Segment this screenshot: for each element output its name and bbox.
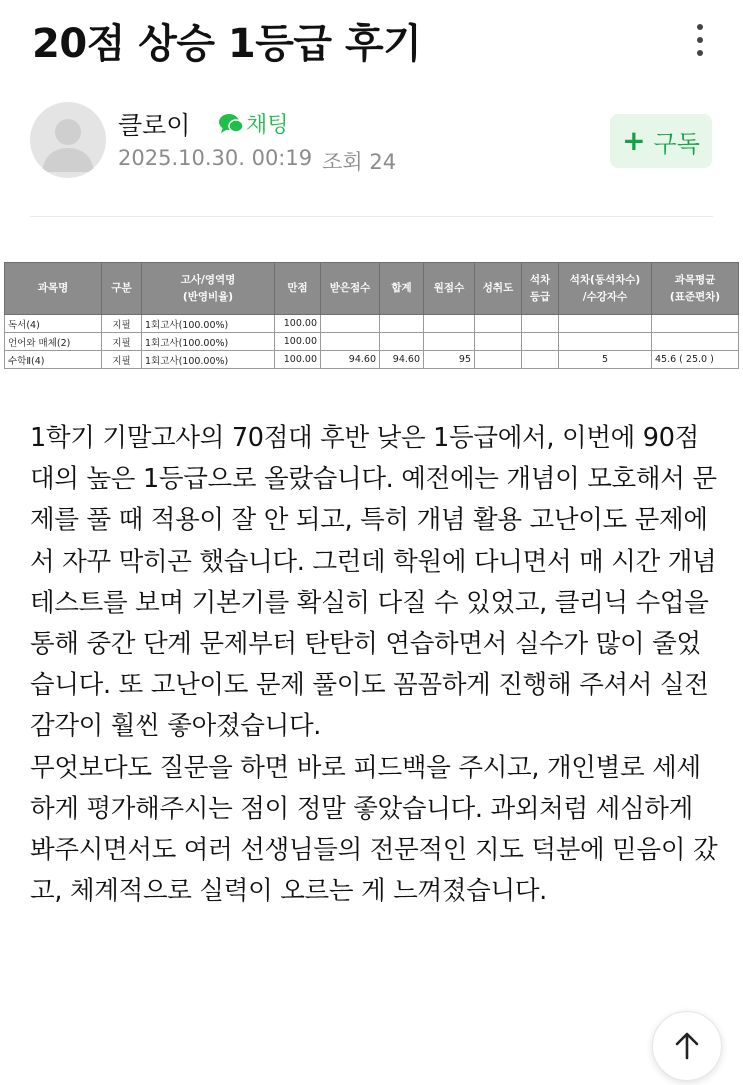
author-avatar[interactable] xyxy=(30,102,106,178)
table-cell xyxy=(522,333,559,351)
post-content xyxy=(30,418,720,912)
table-cell xyxy=(475,315,522,333)
subscribe-label: 구독 xyxy=(653,129,700,158)
table-row xyxy=(5,315,739,333)
table-cell xyxy=(475,333,522,351)
table-cell xyxy=(475,351,522,369)
table-cell xyxy=(321,315,380,333)
table-cell: 100.00 xyxy=(275,315,321,333)
post-title: 20점 상승 1등급 후기 xyxy=(32,21,422,67)
table-cell xyxy=(380,333,424,351)
table-cell: 지필 xyxy=(102,315,142,333)
chat-label: 채팅 xyxy=(246,113,289,138)
table-cell xyxy=(424,333,475,351)
table-cell xyxy=(321,333,380,351)
table-cell xyxy=(559,315,652,333)
table-header: 원점수 xyxy=(424,263,475,315)
table-header: 합계 xyxy=(380,263,424,315)
more-vertical-icon xyxy=(697,24,703,30)
table-cell: 100.00 xyxy=(275,351,321,369)
post-meta xyxy=(118,146,396,176)
default-avatar-icon xyxy=(30,102,106,178)
table-cell: 94.60 xyxy=(321,351,380,369)
table-header: 받은점수 xyxy=(321,263,380,315)
table-header: 성취도 xyxy=(475,263,522,315)
table-cell xyxy=(424,315,475,333)
table-cell: 1회고사(100.00%) xyxy=(142,315,275,333)
chat-bubble-icon xyxy=(218,113,244,135)
table-header: 만점 xyxy=(275,263,321,315)
table-cell: 1회고사(100.00%) xyxy=(142,333,275,351)
table-cell xyxy=(652,333,739,351)
table-cell xyxy=(380,315,424,333)
table-cell: 1회고사(100.00%) xyxy=(142,351,275,369)
table-header: 과목명 xyxy=(5,263,102,315)
table-header: 과목평균 (표준편차) xyxy=(652,263,739,315)
grade-table-header-row xyxy=(5,263,739,315)
header-divider xyxy=(30,216,713,217)
table-cell xyxy=(522,315,559,333)
post-views: 조회 24 xyxy=(322,150,397,174)
table-cell: 5 xyxy=(559,351,652,369)
table-cell: 지필 xyxy=(102,333,142,351)
table-cell xyxy=(559,333,652,351)
table-header: 구분 xyxy=(102,263,142,315)
table-cell: 95 xyxy=(424,351,475,369)
table-cell: 독서(4) xyxy=(5,315,102,333)
table-cell: 수학Ⅱ(4) xyxy=(5,351,102,369)
table-cell: 100.00 xyxy=(275,333,321,351)
table-cell xyxy=(652,315,739,333)
table-header: 석차(동석차수) /수강자수 xyxy=(559,263,652,315)
table-cell: 45.6 ( 25.0 ) xyxy=(652,351,739,369)
plus-icon: + xyxy=(622,124,646,157)
chat-link[interactable] xyxy=(218,108,289,139)
author-name[interactable]: 클로이 xyxy=(118,111,191,140)
content-paragraph: 1학기 기말고사의 70점대 후반 낮은 1등급에서, 이번에 90점대의 높은 1등급으로 올랐습니다. 예전에는 개념이 모호해서 문제를 풀 때 적용이 잘 안 되고, 특히 개념 활용 고난이도 문제에서 자꾸 막히곤 했습니다. 그런데 학원에 다니면서 매 시간 개념 테스트를 보며 기본기를 확실히 다질 수 있었고, 클리닉 수업을 통해 중간 단계 문제부터 탄탄히 연습하면서 실수가 많이 줄었습니다. 또 고난이도 문제 풀이도 꼼꼼하게 진행해 주셔서 실전 감각이 훨씬 좋아졌습니다. xyxy=(30,423,717,742)
table-header: 석차 등급 xyxy=(522,263,559,315)
grade-table xyxy=(4,262,739,369)
table-row xyxy=(5,333,739,351)
table-cell: 94.60 xyxy=(380,351,424,369)
arrow-up-icon xyxy=(671,1030,703,1062)
table-cell: 언어와 매체(2) xyxy=(5,333,102,351)
table-cell: 지필 xyxy=(102,351,142,369)
table-header: 고사/영역명 (반영비율) xyxy=(142,263,275,315)
more-options-button[interactable] xyxy=(690,20,710,60)
post-date: 2025.10.30. 00:19 xyxy=(118,146,313,170)
table-row xyxy=(5,351,739,369)
table-cell xyxy=(522,351,559,369)
scroll-to-top-button[interactable] xyxy=(652,1011,722,1081)
content-paragraph: 무엇보다도 질문을 하면 바로 피드백을 주시고, 개인별로 세세하게 평가해주시는 점이 정말 좋았습니다. 과외처럼 세심하게 봐주시면서도 여러 선생님들의 전문적인 지도 덕분에 믿음이 갔고, 체계적으로 실력이 오르는 게 느껴졌습니다. xyxy=(30,752,718,907)
subscribe-button[interactable] xyxy=(610,114,712,168)
